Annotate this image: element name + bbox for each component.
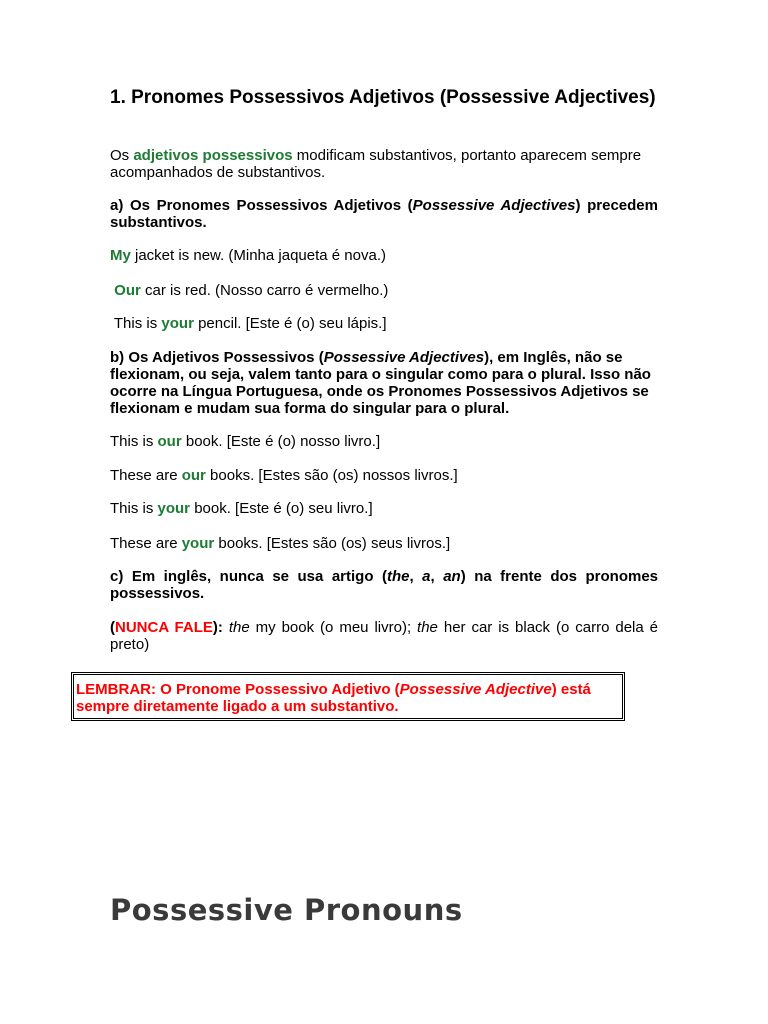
example-keyword: Our [114, 282, 141, 299]
example-b-4 [110, 535, 658, 552]
rule-a-end: ) precedem substantivos. [110, 197, 658, 231]
wrong-article-1: the [228, 619, 250, 636]
paren-close: ): [212, 619, 223, 636]
intro-paragraph [110, 147, 658, 181]
example-a-1 [110, 247, 658, 264]
article-a: a [422, 568, 431, 585]
separator: , [409, 568, 423, 585]
intro-highlight: adjetivos possessivos [133, 147, 293, 164]
example-keyword: our [157, 433, 182, 450]
example-rest: pencil. [Este é (o) seu lápis.] [193, 315, 387, 332]
example-b-1 [110, 433, 658, 450]
example-rest: books. [Estes são (os) seus livros.] [214, 535, 451, 552]
example-b-3 [110, 500, 658, 517]
nunca-fale-label: NUNCA FALE [115, 619, 213, 636]
rule-c-start: c) Em inglês, nunca se usa artigo ( [110, 568, 387, 585]
wrong-example-2: her car is black (o carro dela é preto) [110, 619, 659, 653]
paren-open: ( [110, 619, 115, 636]
wrong-example-1: my book (o meu livro); [249, 619, 418, 636]
example-keyword: your [157, 500, 191, 517]
rule-c-end: ) na frente dos pronomes possessivos. [110, 568, 659, 602]
rule-b-start: b) Os Adjetivos Possessivos ( [110, 349, 324, 366]
lembrar-italic: Possessive Adjective [399, 681, 552, 698]
example-a-2 [110, 282, 658, 299]
separator: , [430, 568, 444, 585]
example-b-2 [110, 467, 658, 484]
example-rest: book. [Este é (o) nosso livro.] [181, 433, 381, 450]
example-keyword: our [181, 467, 206, 484]
rule-a [110, 197, 658, 231]
rule-b-end: ), em Inglês, não se flexionam, ou seja, valem tanto para o singular como para o plural. Isso não ocorre na Língua Portuguesa, onde os Pronomes Possessivos Adjetivos se flexionam e mudam sua forma do singular para o plural. [110, 349, 651, 417]
section-2-title: Possessive Pronouns [110, 893, 463, 927]
intro-text-end: modificam substantivos, portanto aparecem sempre acompanhados de substantivos. [110, 147, 642, 181]
example-lead: This is [110, 433, 158, 450]
rule-b-italic: Possessive Adjectives [323, 349, 485, 366]
rule-b [110, 349, 658, 417]
example-rest: car is red. (Nosso carro é vermelho.) [140, 282, 389, 299]
example-lead: This is [110, 500, 158, 517]
example-rest: book. [Este é (o) seu livro.] [190, 500, 373, 517]
lembrar-box [73, 674, 623, 719]
example-keyword: your [181, 535, 215, 552]
lembrar-text [76, 675, 622, 715]
example-lead: These are [110, 535, 182, 552]
section-heading: 1. Pronomes Possessivos Adjetivos (Possessive Adjectives) [110, 87, 656, 108]
example-keyword: your [161, 315, 194, 332]
intro-text-start: Os [110, 147, 134, 164]
lembrar-end: ) está sempre diretamente ligado a um substantivo. [76, 681, 591, 715]
example-lead: These are [110, 467, 182, 484]
example-rest: books. [Estes são (os) nossos livros.] [205, 467, 458, 484]
article-an: an [443, 568, 461, 585]
example-rest: jacket is new. (Minha jaqueta é nova.) [130, 247, 386, 264]
example-keyword: My [110, 247, 131, 264]
nunca-fale-paragraph [110, 619, 658, 653]
example-a-3 [110, 315, 658, 332]
example-lead: This is [110, 315, 162, 332]
rule-a-start: a) Os Pronomes Possessivos Adjetivos ( [110, 197, 413, 214]
wrong-article-2: the [417, 619, 438, 636]
rule-a-italic: Possessive Adjectives [412, 197, 576, 214]
rule-c [110, 568, 658, 602]
article-the: the [387, 568, 410, 585]
lembrar-start: LEMBRAR: O Pronome Possessivo Adjetivo ( [76, 681, 400, 698]
